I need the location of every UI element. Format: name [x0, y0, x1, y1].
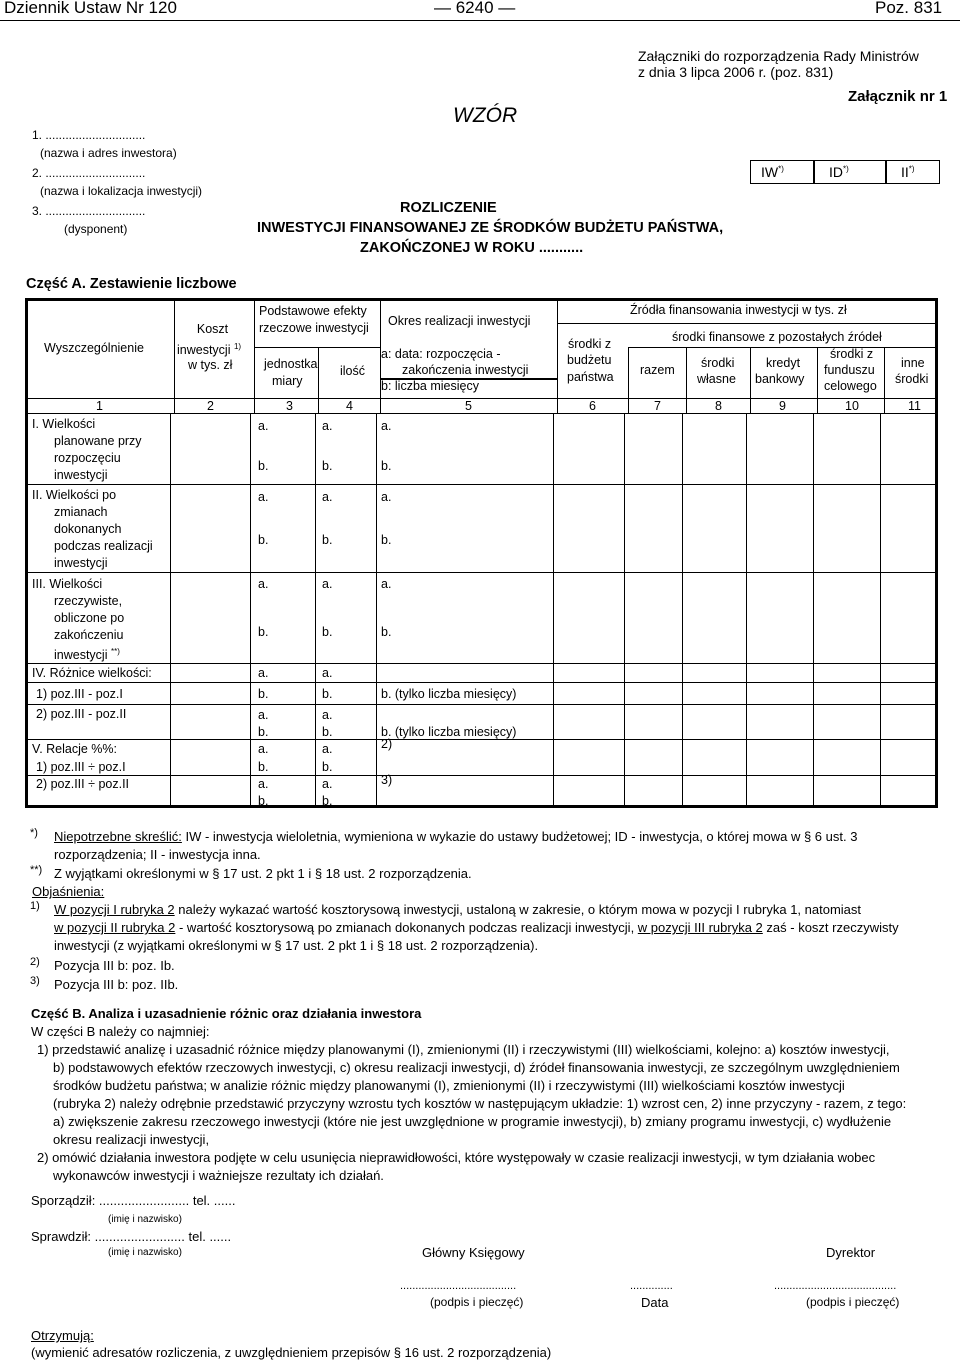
prepared-by-field[interactable]: Sporządził: ......................... tel. ......	[31, 1193, 236, 1208]
fn-2-text: Pozycja III b: poz. Ib.	[54, 958, 175, 973]
field-1-hint: (nazwa i adres inwestora)	[40, 146, 177, 160]
prepared-by-hint: (imię i nazwisko)	[108, 1214, 182, 1225]
header-koszt-1: Koszt	[196, 322, 229, 336]
header-efekty-2: rzeczowe inwestycji	[259, 321, 369, 335]
row-2-label: podczas realizacji	[54, 539, 153, 553]
cell-months[interactable]: b. (tylko liczba miesięcy)	[381, 687, 517, 701]
row-4-label: IV. Różnice wielkości:	[32, 666, 152, 680]
fn-dstar-mark: **)	[30, 864, 43, 876]
cell-b[interactable]: b.	[258, 459, 269, 473]
cell-b[interactable]: b.	[322, 459, 333, 473]
field-3-hint: (dysponent)	[64, 222, 128, 236]
col-num: 10	[845, 399, 859, 413]
wzor-label: WZÓR	[453, 104, 518, 127]
header-inne-2: środki	[895, 372, 929, 386]
cell-a[interactable]: a.	[322, 777, 333, 791]
header-okres-a2: zakończenia inwestycji	[402, 363, 529, 377]
header-koszt-3: w tys. zł	[188, 358, 233, 372]
field-2-hint: (nazwa i lokalizacja inwestycji)	[40, 184, 203, 198]
cell-a[interactable]: a.	[322, 577, 333, 591]
header-inne-1: inne	[901, 356, 925, 370]
fn-1-mark: 1)	[30, 900, 40, 912]
cell-b[interactable]: b.	[258, 794, 269, 808]
page-number: — 6240 —	[434, 0, 516, 17]
date-label: Data	[641, 1295, 669, 1310]
fn-3-text: Pozycja III b: poz. IIb.	[54, 977, 179, 992]
fn-star-line-1: Niepotrzebne skreślić: IW - inwestycja wieloletnia, wymieniona w wykazie do ustawy budżetowej; ID - inwestycja, o której mowa w § 6 ust. 3	[54, 829, 858, 844]
fn-dstar-text: Z wyjątkami określonymi w § 17 ust. 2 pkt 1 i § 18 ust. 2 rozporządzenia.	[54, 866, 472, 881]
part-b-p1-line: okresu realizacji inwestycji,	[53, 1132, 210, 1147]
col-num: 8	[715, 399, 722, 413]
footnote-mark-3: 3)	[381, 773, 393, 787]
header-budzet-3: państwa	[567, 370, 614, 384]
cell-b[interactable]: b.	[381, 625, 392, 639]
investment-type-boxes	[750, 160, 940, 184]
header-wlasne-1: środki	[701, 356, 735, 370]
cell-b[interactable]: b.	[322, 533, 333, 547]
cell-b[interactable]: b.	[322, 625, 333, 639]
signature-hint-2: (podpis i pieczęć)	[806, 1295, 900, 1309]
col-num: 3	[286, 399, 293, 413]
header-razem: razem	[640, 363, 675, 377]
position-number: Poz. 831	[875, 0, 943, 17]
cell-a[interactable]: a.	[258, 777, 269, 791]
cell-a[interactable]: a.	[258, 708, 269, 722]
col-num: 2	[207, 399, 214, 413]
row-3-label: obliczone po	[54, 611, 125, 625]
fn-1-line-3: inwestycji (z wyjątkami określonymi w § 17 ust. 2 pkt 1 i § 18 ust. 2 rozporządzenia).	[54, 938, 539, 953]
row-2-label: dokonanych	[54, 522, 122, 536]
row-2-label: zmianach	[54, 505, 108, 519]
header-zrodla: Źródła finansowania inwestycji w tys. zł	[630, 303, 847, 317]
cell-b[interactable]: b.	[322, 794, 333, 808]
part-b-p1-line: a) zwiększenie zakresu rzeczowego inwestycji (które nie jest uwzględnione w programie inwestycji), b) zmiany programu inwestycji, c) wydłużenie	[53, 1114, 892, 1129]
col-num: 1	[96, 399, 103, 413]
header-pozostale: środki finansowe z pozostałych źródeł	[672, 330, 882, 344]
cell-a[interactable]: a.	[381, 419, 392, 433]
footnote-mark-2: 2)	[381, 737, 393, 751]
cell-a[interactable]: a.	[258, 490, 269, 504]
row-4-1-label: 1) poz.III - poz.I	[36, 687, 123, 701]
recipients-label: Otrzymują:	[31, 1328, 94, 1343]
title-line-1: ROZLICZENIE	[400, 200, 497, 216]
cell-b[interactable]: b.	[322, 760, 333, 774]
header-rule	[0, 20, 960, 21]
row-3-label: inwestycji **)	[54, 647, 120, 663]
header-wyszczegolnienie: Wyszczególnienie	[44, 341, 144, 355]
cell-a[interactable]: a.	[381, 490, 392, 504]
fn-1-line-2: w pozycji II rubryka 2 - wartość kosztorysową po zmianach dokonanych podczas realizacji inwestycji, w pozycji III rubryka 2 zaś - koszt rzeczywisty	[54, 920, 899, 935]
row-1-label: I. Wielkości	[32, 417, 96, 431]
row-3-label: zakończeniu	[54, 628, 124, 642]
col-num: 11	[908, 399, 921, 413]
col-num: 5	[465, 399, 472, 413]
part-b-p2-line: wykonawców inwestycji i ważniejsze rezultaty ich działań.	[53, 1168, 384, 1183]
field-1[interactable]: 1. ..............................	[32, 128, 146, 142]
col-num: 9	[779, 399, 786, 413]
cell-a[interactable]: a.	[258, 666, 269, 680]
cell-b[interactable]: b.	[258, 725, 269, 739]
row-3-label: III. Wielkości	[32, 577, 103, 591]
row-5-1-label: 1) poz.III ÷ poz.I	[36, 760, 126, 774]
cell-a[interactable]: a.	[322, 419, 333, 433]
header-efekty-1: Podstawowe efekty	[259, 304, 367, 318]
row-1-label: inwestycji	[54, 468, 108, 482]
signature-line-2[interactable]: ........................................	[774, 1280, 897, 1292]
signature-hint-1: (podpis i pieczęć)	[430, 1295, 524, 1309]
header-kredyt-1: kredyt	[766, 356, 801, 370]
col-num: 7	[654, 399, 661, 413]
header-fundusz-2: funduszu	[824, 363, 875, 377]
cell-a[interactable]: a.	[258, 419, 269, 433]
header-okres-a1: a: data: rozpoczęcia -	[381, 347, 501, 361]
cell-b[interactable]: b.	[258, 625, 269, 639]
title-line-3: ZAKOŃCZONEJ W ROKU ...........	[360, 240, 584, 256]
row-1-label: planowane przy	[54, 434, 142, 448]
cell-b[interactable]: b.	[322, 725, 333, 739]
row-5-2-label: 2) poz.III ÷ poz.II	[36, 777, 130, 791]
header-kredyt-2: bankowy	[755, 372, 805, 386]
title-line-2: INWESTYCJI FINANSOWANEJ ZE ŚRODKÓW BUDŻETU PAŃSTWA,	[257, 220, 724, 236]
header-fundusz-1: środki z	[830, 347, 874, 361]
col-num: 6	[589, 399, 596, 413]
row-2-label: II. Wielkości po	[32, 488, 117, 502]
cell-b[interactable]: b.	[381, 459, 392, 473]
cell-a[interactable]: a.	[258, 577, 269, 591]
col-num: 4	[346, 399, 353, 413]
fn-2-mark: 2)	[30, 956, 40, 968]
header-ilosc: ilość	[340, 364, 366, 378]
part-b-p1-line: środków budżetu państwa; w analizie różnic między planowanymi (I), zmienionymi (II) i rzeczywistymi (III) wielkościami kosztów inwestycji	[53, 1078, 845, 1093]
part-b-p1-line: 1) przedstawić analizę i uzasadnić różnice między planowanymi (I), zmienionymi (II) i rzeczywistymi (III) wielkościami, kolejno: a) kosztów inwestycji,	[37, 1042, 890, 1057]
cell-b[interactable]: b.	[258, 533, 269, 547]
header-budzet-1: środki z	[568, 337, 612, 351]
header-jednostka-1: jednostka	[264, 357, 318, 371]
part-b-title: Część B. Analiza i uzasadnienie różnic oraz działania inwestora	[31, 1006, 422, 1021]
fn-star-mark: *)	[30, 827, 38, 839]
signature-line-1[interactable]: ......................................	[400, 1280, 517, 1292]
header-okres-b: b: liczba miesięcy	[381, 379, 479, 393]
annex-number: Załącznik nr 1	[848, 88, 948, 105]
header-wlasne-2: własne	[697, 372, 736, 386]
cell-a[interactable]: a.	[322, 666, 333, 680]
cell-months[interactable]: b. (tylko liczba miesięcy)	[381, 725, 517, 739]
row-4-2-label: 2) poz.III - poz.II	[36, 707, 127, 721]
date-line[interactable]: ..............	[630, 1280, 673, 1292]
header-koszt-2: inwestycji $^{1)}$	[177, 342, 242, 358]
header-fundusz-3: celowego	[824, 379, 877, 393]
cell-b[interactable]: b.	[381, 533, 392, 547]
cell-a[interactable]: a.	[381, 577, 392, 591]
part-b-p2-line: 2) omówić działania inwestora podjęte w celu usunięcia nieprawidłowości, które występowały w czasie realizacji inwestycji, w tym działania wobec	[37, 1150, 876, 1165]
recipients-text: (wymienić adresatów rozliczenia, z uwzględnieniem przepisów § 16 ust. 2 rozporządzenia)	[31, 1345, 552, 1360]
part-a-title: Część A. Zestawienie liczbowe	[26, 276, 237, 292]
type-id[interactable]: ID*)	[829, 164, 849, 180]
checked-by-field[interactable]: Sprawdził: ......................... tel. ......	[31, 1229, 232, 1244]
annex-line-2: z dnia 3 lipca 2006 r. (poz. 831)	[638, 64, 834, 80]
field-3[interactable]: 3. ..............................	[32, 204, 146, 218]
fn-star-line-2: rozporządzenia; II - inwestycja inna.	[54, 847, 261, 862]
cell-b[interactable]: b.	[258, 687, 269, 701]
part-b-p1-line: (rubryka 2) należy odrębnie przedstawić przyczyny wzrostu tych kosztów w następującym układzie: 1) wzrost cen, 2) inne przyczyny - razem, z tego:	[53, 1096, 907, 1111]
cell-a[interactable]: a.	[322, 742, 333, 756]
row-3-label: rzeczywiste,	[54, 594, 123, 608]
director-label: Dyrektor	[826, 1245, 876, 1260]
header-budzet-2: budżetu	[567, 353, 612, 367]
part-b-p1-line: b) podstawowych efektów rzeczowych inwestycji, c) okresu realizacji inwestycji, d) źródeł finansowania inwestycji, ze szczególnym uwzględnieniem	[53, 1060, 900, 1075]
part-b-intro: W części B należy co najmniej:	[31, 1024, 210, 1039]
field-2[interactable]: 2. ..............................	[32, 166, 146, 180]
explanations-heading: Objaśnienia:	[32, 884, 105, 899]
annex-line-1: Załączniki do rozporządzenia Rady Ministrów	[638, 48, 919, 64]
fn-1-line-1: W pozycji I rubryka 2 należy wykazać wartość kosztorysową inwestycji, ustaloną w zakresie, o którym mowa w pozycji I rubryka 1, natomiast	[54, 902, 862, 917]
row-2-label: inwestycji	[54, 556, 108, 570]
cell-a[interactable]: a.	[322, 708, 333, 722]
chief-accountant-label: Główny Księgowy	[422, 1245, 525, 1260]
row-5-label: V. Relacje %%:	[32, 742, 117, 756]
type-iw[interactable]: IW*)	[761, 164, 784, 180]
row-1-label: rozpoczęciu	[54, 451, 121, 465]
cell-a[interactable]: a.	[322, 490, 333, 504]
type-ii[interactable]: II*)	[901, 164, 915, 180]
cell-a[interactable]: a.	[258, 742, 269, 756]
fn-3-mark: 3)	[30, 975, 40, 987]
cell-b[interactable]: b.	[258, 760, 269, 774]
checked-by-hint: (imię i nazwisko)	[108, 1247, 182, 1258]
cell-b[interactable]: b.	[322, 687, 333, 701]
header-jednostka-2: miary	[272, 374, 303, 388]
journal-name: Dziennik Ustaw Nr 120	[4, 0, 177, 17]
header-okres: Okres realizacji inwestycji	[388, 314, 531, 328]
